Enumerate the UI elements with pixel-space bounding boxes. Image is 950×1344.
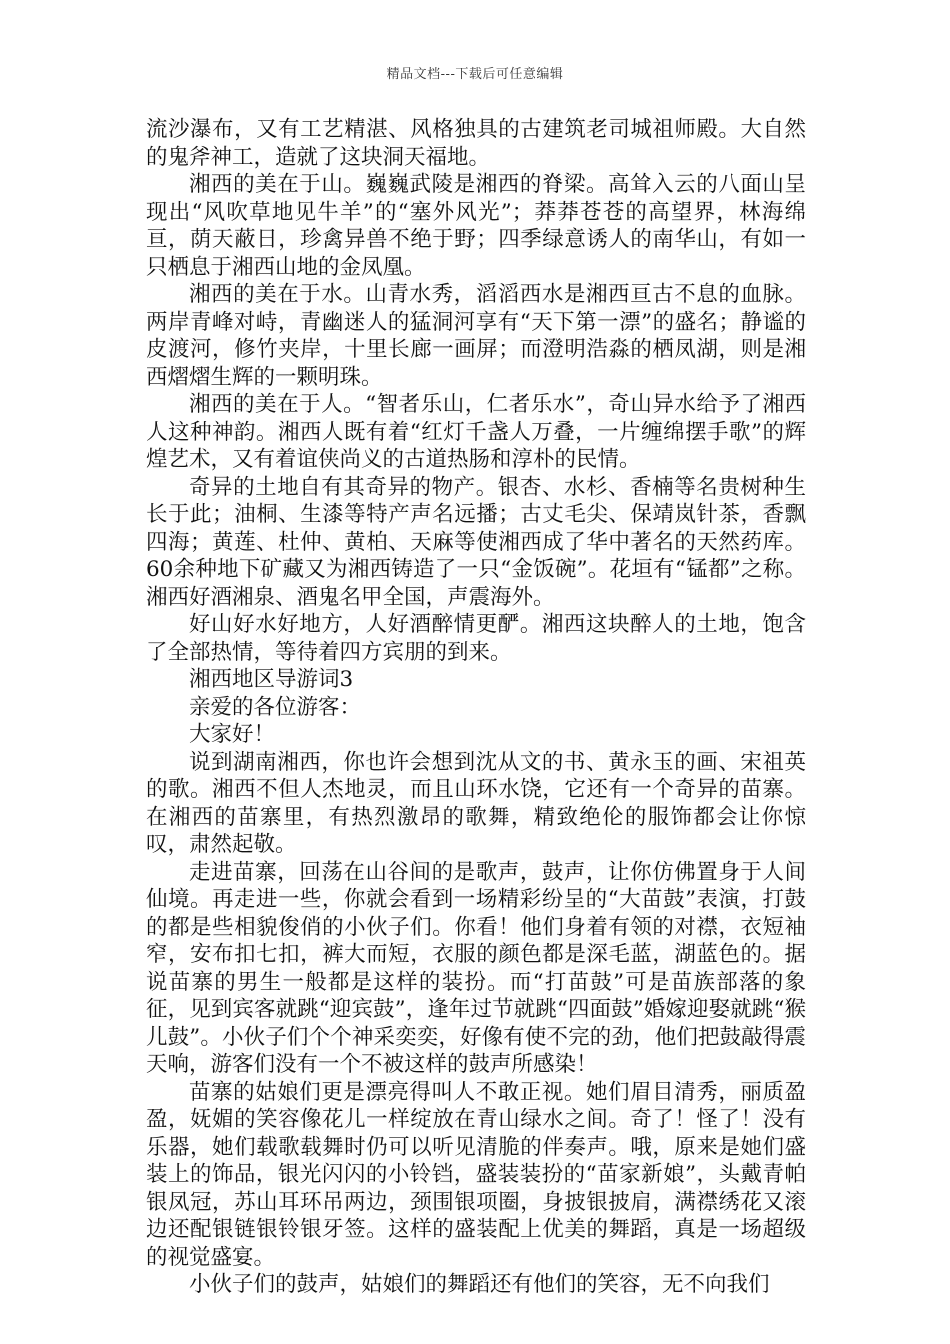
greeting-line: 亲爱的各位游客： (189, 694, 362, 720)
document-body (146, 116, 806, 1299)
paragraph-water: 湘西的美在于水。山青水秀，滔滔西水是湘西亘古不息的血脉。两岸青峰对峙，青幽迷人的猛洞河享有“天下第一漂”的盛名；静谧的皮渡河，修竹夹岸，十里长廊一画屏；而澄明浩淼的栖凤湖，则是湘西熠熠生辉的一颗明珠。 (146, 282, 806, 390)
paragraph-intro: 说到湖南湘西，你也许会想到沈从文的书、黄永玉的画、宋祖英的歌。湘西不但人杰地灵，而且山环水饶，它还有一个奇异的苗寨。在湘西的苗寨里，有热烈激昂的歌舞，精致绝伦的服饰都会让你惊叹，肃然起敬。 (146, 749, 806, 857)
paragraph-conclusion: 好山好水好地方，人好酒醉情更酽。湘西这块醉人的土地，饱含了全部热情，等待着四方宾朋的到来。 (146, 612, 806, 665)
paragraph-mountains: 湘西的美在于山。巍巍武陵是湘西的脊梁。高耸入云的八面山呈现出“风吹草地见牛羊”的“塞外风光”；莽莽苍苍的高望界，林海绵亘，荫天蔽日，珍禽异兽不绝于野；四季绿意诱人的南华山，有如一只栖息于湘西山地的金凤凰。 (146, 172, 806, 280)
section-title: 湘西地区导游词3 (189, 667, 354, 692)
paragraph-closing: 小伙子们的鼓声，姑娘们的舞蹈还有他们的笑容，无不向我们 (189, 1272, 770, 1297)
greeting-hello: 大家好！ (189, 722, 276, 747)
paragraph-products: 奇异的土地自有其奇异的物产。银杏、水杉、香楠等名贵树种生长于此；油桐、生漆等特产声名远播；古丈毛尖、保靖岚针茶，香飘四海；黄莲、杜仲、黄柏、天麻等使湘西成了华中著名的天然药库。60余种地下矿藏又为湘西铸造了一只“金饭碗”。花垣有“锰都”之称。湘西好酒湘泉、酒鬼名甲全国，声震海外。 (146, 474, 806, 610)
paragraph-continuation: 流沙瀑布，又有工艺精湛、风格独具的古建筑老司城祖师殿。大自然的鬼斧神工，造就了这块洞天福地。 (146, 117, 806, 170)
paragraph-girls: 苗寨的姑娘们更是漂亮得叫人不敢正视。她们眉目清秀，丽质盈盈，妩媚的笑容像花儿一样绽放在青山绿水之间。奇了！怪了！没有乐器，她们载歌载舞时仍可以听见清脆的伴奏声。哦，原来是她们盛装上的饰品，银光闪闪的小铃铛，盛装装扮的“苗家新娘”，头戴青帕银凤冠，苏山耳环吊两边，颈围银项圈，身披银披肩，满襟绣花又滚边还配银链银铃银牙签。这样的盛装配上优美的舞蹈，真是一场超级的视觉盛宴。 (146, 1079, 806, 1270)
paragraph-people: 湘西的美在于人。“智者乐山，仁者乐水”，奇山异水给予了湘西人这种神韵。湘西人既有着“红灯千盏人万叠，一片缠绵摆手歌”的辉煌艺术，又有着谊侠尚义的古道热肠和淳朴的民情。 (146, 392, 806, 472)
page-header: 精品文档---下载后可任意编辑 (386, 67, 564, 82)
paragraph-drums: 走进苗寨，回荡在山谷间的是歌声，鼓声，让你仿佛置身于人间仙境。再走进一些，你就会看到一场精彩纷呈的“大苗鼓”表演，打鼓的都是些相貌俊俏的小伙子们。你看！他们身着有领的对襟，衣短袖窄，安布扣七扣，裤大而短，衣服的颜色都是深毛蓝，湖蓝色的。据说苗寨的男生一般都是这样的装扮。而“打苗鼓”可是苗族部落的象征，见到宾客就跳“迎宾鼓”，逢年过节就跳“四面鼓”婚嫁迎娶就跳“猴儿鼓”。小伙子们个个神采奕奕，好像有使不完的劲，他们把鼓敲得震天响，游客们没有一个不被这样的鼓声所感染！ (146, 859, 806, 1077)
